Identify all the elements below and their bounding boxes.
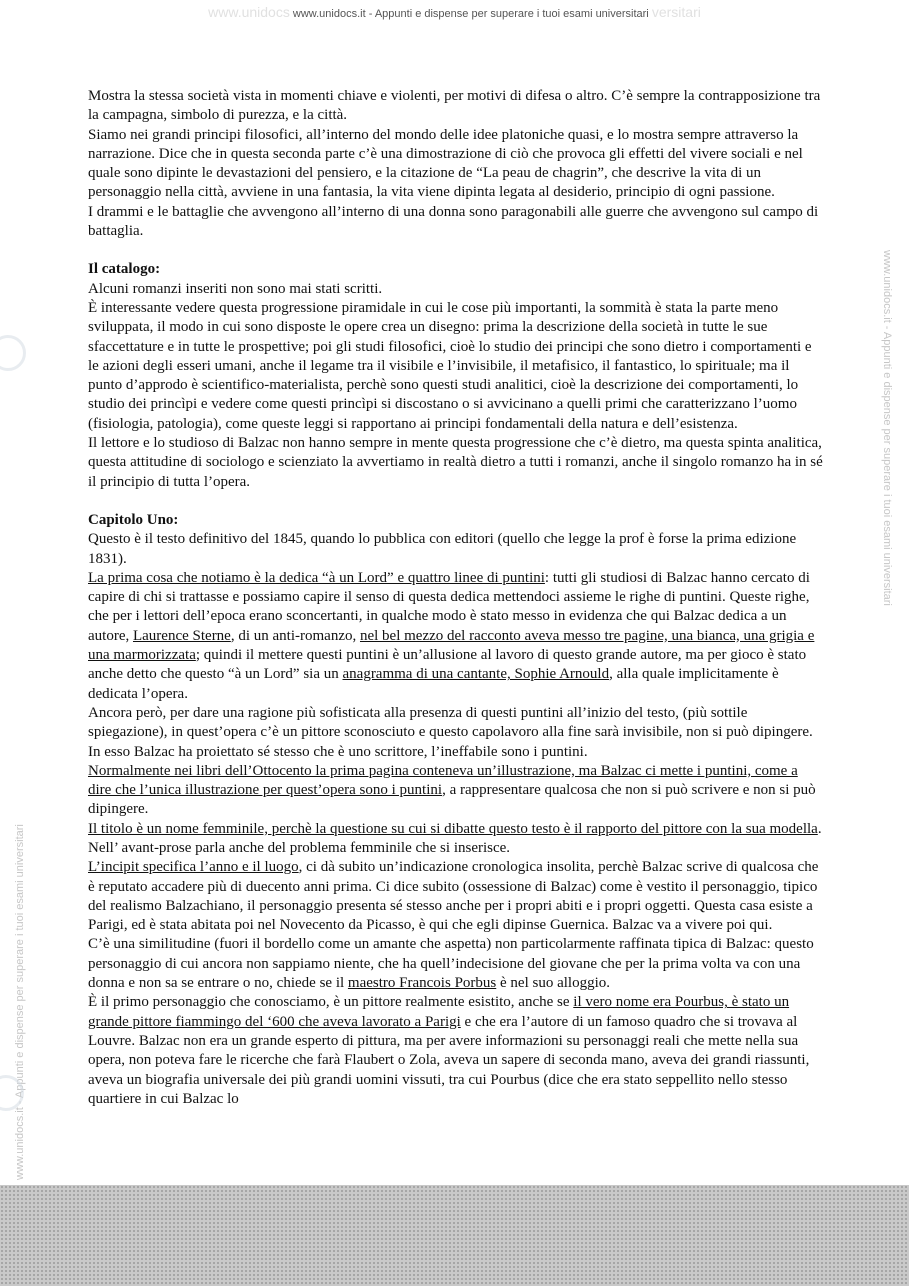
paragraph [88, 935, 823, 993]
paragraph: Siamo nei grandi principi filosofici, all’interno del mondo delle idee platoniche quasi, e lo mostra sempre attraverso la narrazione. Dice che in questa seconda parte c’è una dimostrazione di ciò che provoca gli effetti del vivere sociali e nel quale sono dipinte le devastazioni del pensiero, e la citazione de “La peau de chagrin”, che descrive la vita di un personaggio nella città, avviene in una fantasia, la vita viene dipinta legata al desiderio, principio di ogni passione. [88, 126, 803, 201]
text-run: , ci dà subito un’indicazione cronologica insolita, perchè Balzac scrive di qualcosa che è reputato accadere più di duecento anni prima. Ci dice subito (ossessione di Balzac) come è vestito il personaggio, tipico del realismo Balzachiano, il personaggio presenta sé stesso anche per i propri abiti e i propri oggetti. Questa casa esiste a Parigi, ed è stata abitata poi nel Novecento da Picasso, è qui che egli dipinse Guernica. Balzac va a vivere poi qui. [88, 859, 819, 934]
text-run: È il primo personaggio che conosciamo, è un pittore realmente esistito, anche se [88, 994, 574, 1011]
paragraph [88, 569, 823, 704]
underlined-text: il vero nome era Pourbus, è stato un grande pittore fiammingo del ‘600 che aveva lavorato a Parigi [88, 994, 790, 1030]
watermark-header-text[interactable]: www.unidocs.it - Appunti e dispense per superare i tuoi esami universitari [292, 8, 649, 20]
paragraph: Alcuni romanzi inseriti non sono mai stati scritti. [88, 280, 383, 297]
section-heading-capitolo-uno: Capitolo Uno: [88, 511, 179, 528]
watermark-right-text: www.unidocs.it - Appunti e dispense per superare i tuoi esami universitari [881, 250, 893, 606]
paragraph: È interessante vedere questa progressione piramidale in cui le cose più importanti, la sommità è stata la parte meno sviluppata, il modo in cui sono disposte le opere crea un disegno: prima la descrizione della società in tutte le sue sfaccettature e in tutte le prospettive; poi gli studi filosofici, cioè lo studio dei principi che sono dietro i comportamenti e le azioni degli esseri umani, anche il legame tra il visibile e l’invisibile, il metafisico, il fantastico, lo spirituale; ma il punto d’approdo è scientifico-materialista, perchè sono questi studi analitici, cioè la descrizione dei comportamenti, lo studio dei princìpi e vedere come questi princìpi si discostano o si avvicinano a quelli primi che caratterizzano l’uomo (fisiologia, patologia), come queste leggi si rapportano ai principi fondamentali della natura e dell’esistenza. [88, 299, 812, 432]
text-run: , alla quale implicitamente è dedicata l’opera. [88, 666, 779, 702]
text-run: e che era l’autore di un famoso quadro che si trovava al Louvre. Balzac non era un grande esperto di pittura, ma per avere informazioni su personaggi reali che mette nella sua opera, non poteva fare le ricerche che farà Flaubert o Zola, aveva un sapere di seconda mano, aveva dei grandi riassunti, aveva un biografia universale dei più grandi uomini vissuti, tra cui Pourbus (dice che era stato seppellito nello stesso quartiere in cui Balzac lo [88, 1013, 810, 1107]
paragraph [88, 858, 823, 935]
underlined-text: anagramma di una cantante, Sophie Arnould [342, 666, 610, 683]
text-run: : tutti gli studiosi di Balzac hanno cercato di capire di chi si trattasse e possiamo capire il senso di questa dedica mettendoci assieme le righe di puntini. Queste righe, che per i lettori dell’epoca erano sconcertanti, in qualche modo è stato messo in evidenza che qui Balzac dedica a un autore, [88, 569, 810, 644]
text-run: , a rappresentare qualcosa che non si può scrivere e non si può dipingere. [88, 782, 816, 818]
underlined-text: maestro Francois Porbus [347, 975, 497, 992]
document-body [88, 87, 823, 1109]
watermark-right-margin [869, 0, 909, 1286]
spacer [88, 241, 823, 260]
text-run: , di un anti-romanzo, [230, 627, 360, 644]
watermark-left-text: www.unidocs.it - Appunti e dispense per superare i tuoi esami universitari [14, 824, 26, 1180]
paragraph [88, 993, 823, 1109]
paragraph: Il lettore e lo studioso di Balzac non hanno sempre in mente questa progressione che c’è dietro, ma questa spinta analitica, questa attitudine di sociologo e scienziato la avvertiamo in realtà dietro a tutti i romanzi, anche il singolo romanzo ha in sé il principio di tutta l’opera. [88, 435, 823, 490]
paragraph [88, 762, 823, 820]
underlined-text: Laurence Sterne [132, 627, 231, 644]
underlined-text: L’incipit specifica l’anno e il luogo [88, 859, 299, 876]
text-run: . Nell’ avant-prose parla anche del problema femminile che si inserisce. [88, 820, 822, 856]
underlined-text: La prima cosa che notiamo è la dedica “à un Lord” e quattro linee di puntini [88, 569, 545, 586]
underlined-text: Normalmente nei libri dell’Ottocento la prima pagina conteneva un’illustrazione, ma Balzac ci mette i puntini, come a dire che l’unica illustrazione per quest’opera sono i puntini [88, 762, 798, 799]
paragraph: Questo è il testo definitivo del 1845, quando lo pubblica con editori (quello che legge la prof è forse la prima edizione 1831). [88, 531, 797, 567]
paragraph: Mostra la stessa società vista in momenti chiave e violenti, per motivi di difesa o altro. C’è sempre la contrapposizione tra la campagna, simbolo di purezza, e la città. [88, 88, 821, 124]
watermark-ghost-left: www.unidocs [208, 4, 290, 20]
text-run: ; quindi il mettere questi puntini è un’allusione al lavoro di questo grande autore, ma per gioco è stato anche detto che questo “à un Lord” sia un [88, 647, 807, 683]
text-run: è nel suo alloggio. [496, 975, 610, 992]
paragraph: Ancora però, per dare una ragione più sofisticata alla presenza di questi puntini all’inizio del testo, (più sottile spiegazione), in quest’opera c’è un pittore sconosciuto e questo capolavoro alla fine sarà invisibile, non si può dipingere. In esso Balzac ha proiettato sé stesso che è uno scrittore, l’ineffabile sono i puntini. [88, 704, 813, 760]
watermark-ghost-right: versitari [651, 4, 701, 20]
text-run: C’è una similitudine (fuori il bordello come un amante che aspetta) non particolarmente raffinata tipica di Balzac: questo personaggio di cui ancora non sappiamo niente, che ha quell’indecisione del giovane che per la prima volta va con una donna e non sa se entrare o no, chiede se il [88, 936, 814, 992]
preview-blur-overlay [0, 1185, 909, 1286]
section-heading-catalogo: Il catalogo: [88, 261, 161, 278]
underlined-text: nel bel mezzo del racconto aveva messo tre pagine, una bianca, una grigia e una marmorizzata [88, 627, 815, 664]
underlined-text: Il titolo è un nome femminile, perchè la questione su cui si dibatte questo testo è il rapporto del pittore con la sua modella [88, 820, 818, 837]
watermark-header [0, 4, 909, 20]
paragraph: I drammi e le battaglie che avvengono all’interno di una donna sono paragonabili alle guerre che avvengono sul campo di battaglia. [88, 203, 819, 240]
paragraph [88, 820, 823, 859]
spacer [88, 492, 823, 511]
